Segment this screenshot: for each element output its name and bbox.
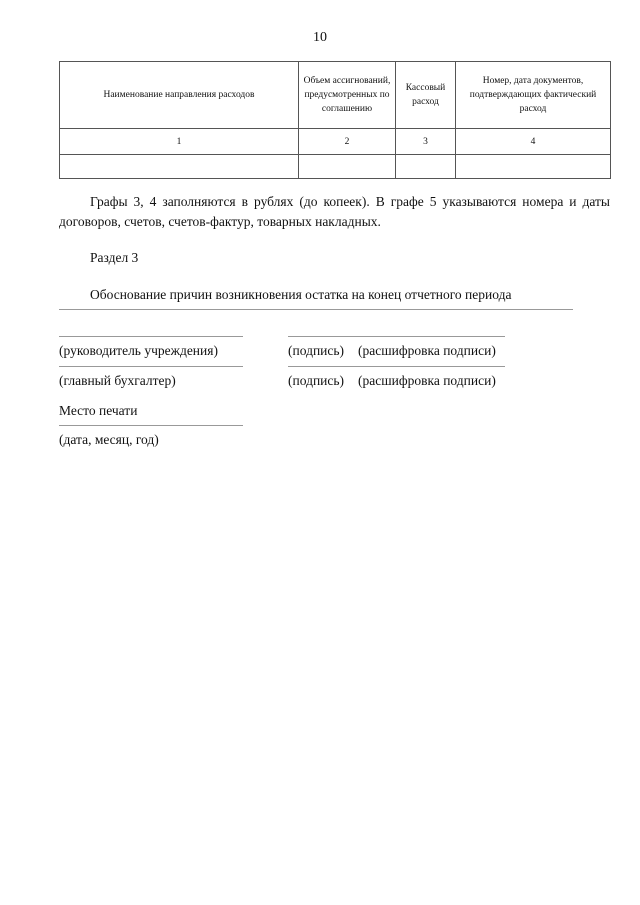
table-row bbox=[60, 129, 611, 155]
column-number-2: 2 bbox=[299, 129, 396, 155]
table-cell[interactable] bbox=[396, 155, 456, 179]
column-number-3: 3 bbox=[396, 129, 456, 155]
reason-fill-line[interactable] bbox=[59, 309, 573, 310]
chief-accountant-label: (главный бухгалтер) bbox=[59, 373, 176, 388]
expenses-table bbox=[59, 61, 611, 179]
stamp-place: Место печати bbox=[59, 403, 138, 418]
column-number-4: 4 bbox=[456, 129, 611, 155]
reason-title: Обоснование причин возникновения остатка на конец отчетного периода bbox=[90, 287, 512, 302]
table-cell[interactable] bbox=[299, 155, 396, 179]
table-row bbox=[60, 155, 611, 179]
head-label: (руководитель учреждения) bbox=[59, 343, 218, 358]
note-paragraph: Графы 3, 4 заполняются в рублях (до копеек). В графе 5 указываются номера и даты договоров, счетов, счетов-фактур, товарных накладных. bbox=[59, 194, 610, 229]
signature-label-2: (подпись) bbox=[288, 373, 345, 388]
header-cash-expense: Кассовый расход bbox=[396, 62, 456, 129]
section-title: Раздел 3 bbox=[90, 250, 139, 265]
table-cell[interactable] bbox=[60, 155, 299, 179]
table-cell[interactable] bbox=[456, 155, 611, 179]
head-signature-line[interactable] bbox=[59, 336, 243, 337]
column-number-1: 1 bbox=[60, 129, 299, 155]
header-documents: Номер, дата документов, подтверждающих фактический расход bbox=[456, 62, 611, 129]
header-expense-direction: Наименование направления расходов bbox=[60, 62, 299, 129]
chief-accountant-line[interactable] bbox=[59, 366, 243, 367]
table-header-row bbox=[60, 62, 611, 129]
decoding-label-2: (расшифровка подписи) bbox=[358, 373, 496, 388]
date-line[interactable] bbox=[59, 425, 243, 426]
page-number: 10 bbox=[313, 30, 327, 45]
signature-label-1: (подпись) bbox=[288, 343, 345, 358]
header-allocations-volume: Объем ассигнований, предусмотренных по соглашению bbox=[299, 62, 396, 129]
decoding-label-1: (расшифровка подписи) bbox=[358, 343, 496, 358]
signature-line-2[interactable] bbox=[288, 366, 505, 367]
signature-line-1[interactable] bbox=[288, 336, 505, 337]
date-label: (дата, месяц, год) bbox=[59, 432, 159, 447]
